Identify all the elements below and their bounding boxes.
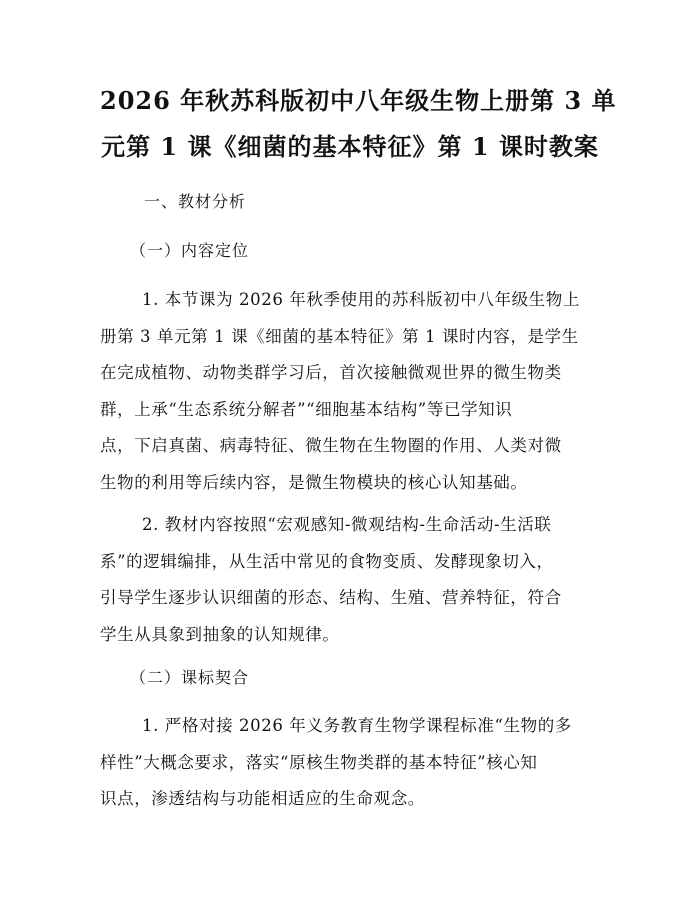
paragraph-2-line: 引导学生逐步认识细菌的形态、结构、生殖、营养特征，符合 <box>100 588 562 607</box>
paragraph-1-line: 点，下启真菌、病毒特征、微生物在生物圈的作用、人类对微 <box>100 436 562 455</box>
paragraph-1-line: 生物的利用等后续内容，是微生物模块的核心认知基础。 <box>100 472 528 492</box>
paragraph-3-line: 1. 严格对接 2026 年义务教育生物学课程标准“生物的多 <box>142 716 572 735</box>
paragraph-2-line: 2. 教材内容按照“宏观感知-微观结构-生命活动-生活联 <box>142 515 552 534</box>
paragraph-1-line: 群，上承“生态系统分解者”“细胞基本结构”等已学知识 <box>100 399 513 419</box>
title-line-2: 元第 1 课《细菌的基本特征》第 1 课时教案 <box>101 132 599 161</box>
paragraph-2-line: 系”的逻辑编排，从生活中常见的食物变质、发酵现象切入， <box>100 551 554 571</box>
subsection-heading-curriculum-alignment: （二）课标契合 <box>130 668 250 687</box>
paragraph-1 <box>100 282 610 501</box>
section-heading-textbook-analysis: 一、教材分析 <box>144 192 247 211</box>
paragraph-1-line: 在完成植物、动物类群学习后，首次接触微观世界的微生物类 <box>100 363 562 382</box>
subsection-heading-content-positioning: （一）内容定位 <box>130 241 250 260</box>
paragraph-1-line: 1. 本节课为 2026 年秋季使用的苏科版初中八年级生物上 <box>142 290 580 309</box>
paragraph-3 <box>100 708 610 818</box>
document-title <box>100 78 617 170</box>
title-line-1: 2026 年秋苏科版初中八年级生物上册第 3 单 <box>100 86 617 115</box>
paragraph-3-line: 识点，渗透结构与功能相适应的生命观念。 <box>100 789 425 808</box>
paragraph-3-line: 样性”大概念要求，落实“原核生物类群的基本特征”核心知 <box>100 752 538 772</box>
paragraph-2-line: 学生从具象到抽象的认知规律。 <box>100 624 340 644</box>
paragraph-1-line: 册第 3 单元第 1 课《细菌的基本特征》第 1 课时内容，是学生 <box>100 326 579 346</box>
paragraph-2 <box>100 507 610 653</box>
